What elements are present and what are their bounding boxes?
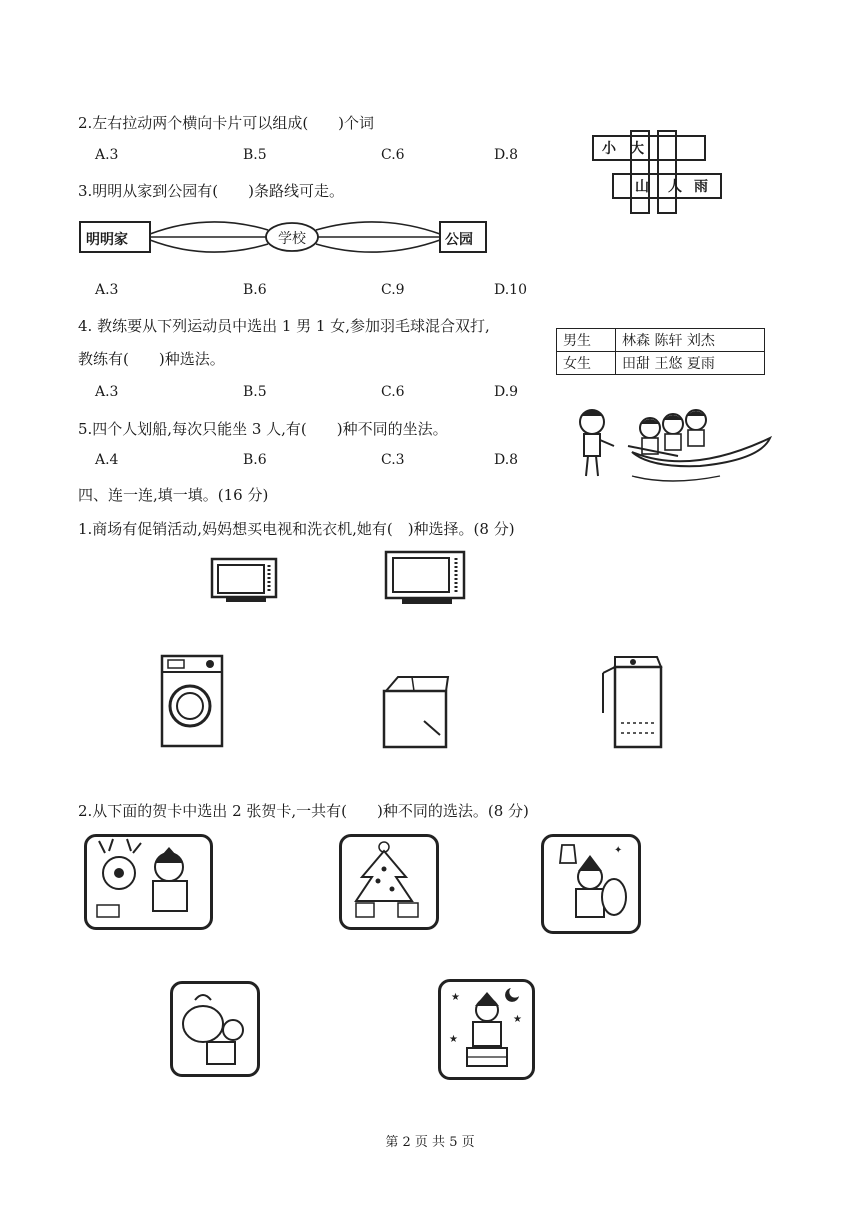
svg-text:★: ★	[513, 1014, 522, 1025]
section4-heading: 四、连一连,填一填。(16 分)	[78, 486, 269, 504]
q4-text-line2: 教练有( )种选法。	[78, 350, 225, 368]
q3-text: 3.明明从家到公园有( )条路线可走。	[78, 182, 345, 200]
washing-machine-front-load-icon	[158, 654, 226, 749]
q2-option-b: B.5	[243, 147, 267, 163]
q5-option-a: A.4	[95, 452, 119, 468]
page-footer: 第 2 页 共 5 页	[385, 1135, 475, 1150]
girls-row	[557, 352, 765, 375]
bell-santa-icon	[544, 837, 638, 931]
q4-option-b: B.5	[243, 384, 267, 400]
rowing-boat-illustration	[570, 400, 780, 490]
q2-option-a: A.3	[95, 147, 119, 163]
santa-chimney-icon	[441, 982, 532, 1077]
boys-label: 男生	[557, 329, 616, 352]
q2-option-d: D.8	[494, 147, 519, 163]
q4-option-c: C.6	[381, 384, 405, 400]
card-char-person: 人	[668, 179, 682, 195]
word-cards-figure	[590, 130, 725, 215]
q3-option-c: C.9	[381, 282, 405, 298]
christmas-tree-icon	[342, 837, 436, 927]
q3-option-d: D.10	[494, 282, 527, 298]
s4-q1-text: 1.商场有促销活动,妈妈想买电视和洗衣机,她有( )种选择。(8 分)	[78, 520, 515, 538]
route-school-label: 学校	[278, 231, 306, 247]
washing-machine-top-load-icon	[597, 653, 667, 751]
greeting-card-santa-sack	[170, 981, 260, 1077]
svg-text:★: ★	[451, 992, 460, 1003]
s4-q2-text: 2.从下面的贺卡中选出 2 张贺卡,一共有( )种不同的选法。(8 分)	[78, 802, 529, 820]
card-char-small: 小	[602, 141, 616, 157]
route-park-label: 公园	[445, 232, 473, 248]
q3-option-b: B.6	[243, 282, 267, 298]
svg-text:✦: ✦	[614, 845, 623, 856]
greeting-card-santa-chimney	[438, 979, 535, 1080]
washing-machine-twin-tub-icon	[380, 673, 452, 751]
q2-text: 2.左右拉动两个横向卡片可以组成( )个词	[78, 114, 375, 132]
route-home-label: 明明家	[86, 232, 128, 248]
q4-option-d: D.9	[494, 384, 519, 400]
card-char-rain: 雨	[694, 179, 708, 195]
athletes-table	[556, 328, 765, 375]
q4-text-line1: 4. 教练要从下列运动员中选出 1 男 1 女,参加羽毛球混合双打,	[78, 317, 490, 335]
q5-option-c: C.3	[381, 452, 405, 468]
q5-option-d: D.8	[494, 452, 519, 468]
tv-large-icon	[384, 550, 466, 606]
q5-text: 5.四个人划船,每次只能坐 3 人,有( )种不同的坐法。	[78, 420, 448, 438]
boys-names: 林森 陈轩 刘杰	[616, 329, 765, 352]
boys-row	[557, 329, 765, 352]
tv-small-icon	[210, 557, 278, 605]
santa-sack-icon	[173, 984, 257, 1074]
card-char-mountain: 山	[635, 179, 649, 195]
q5-option-b: B.6	[243, 452, 267, 468]
greeting-card-reindeer-santa	[84, 834, 213, 930]
greeting-card-christmas-tree	[339, 834, 439, 930]
q3-option-a: A.3	[95, 282, 119, 298]
q4-option-a: A.3	[95, 384, 119, 400]
svg-text:★: ★	[449, 1034, 458, 1045]
greeting-card-bell-santa	[541, 834, 641, 934]
q2-option-c: C.6	[381, 147, 405, 163]
girls-label: 女生	[557, 352, 616, 375]
girls-names: 田甜 王悠 夏雨	[616, 352, 765, 375]
reindeer-santa-icon	[87, 837, 210, 927]
card-char-big: 大	[630, 141, 644, 157]
route-diagram	[78, 210, 488, 265]
